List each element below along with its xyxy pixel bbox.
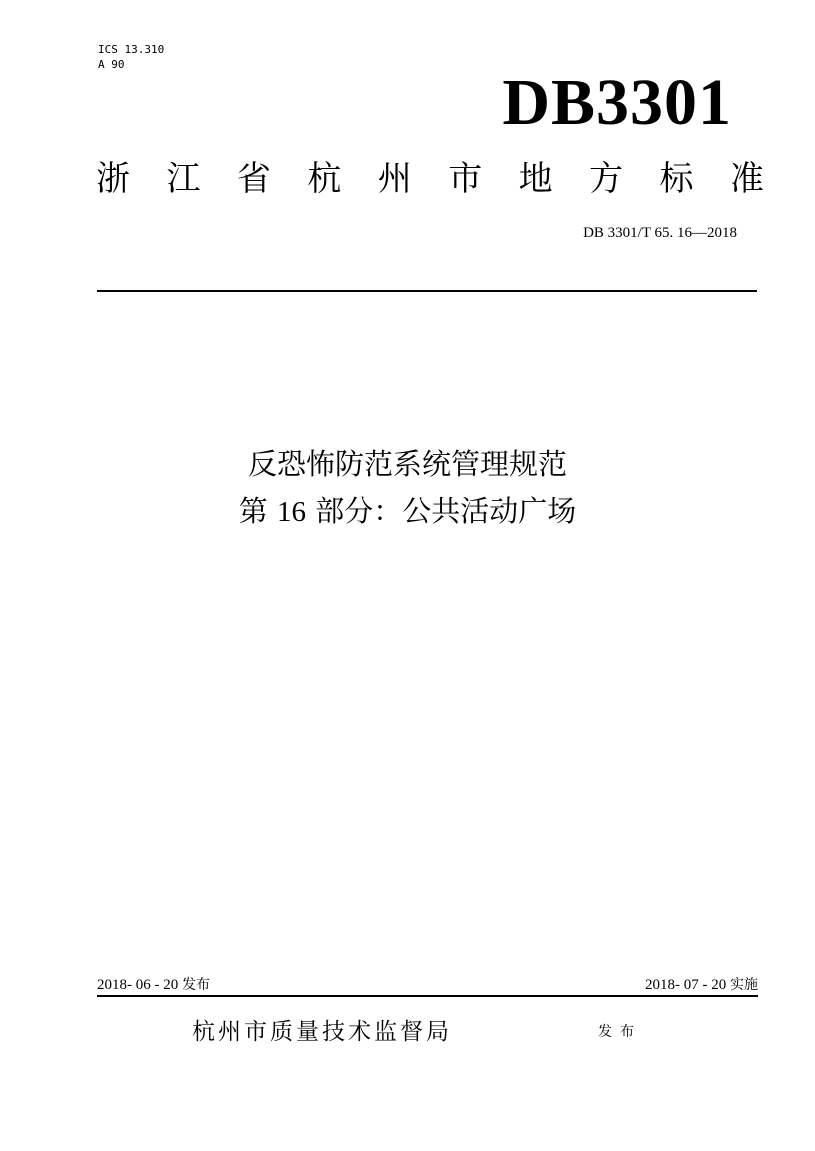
title-line-1: 反恐怖防范系统管理规范: [247, 447, 567, 481]
document-title: [0, 441, 815, 536]
publish-date-block: [97, 975, 210, 995]
db-code: DB3301: [502, 66, 732, 139]
title-part-suffix: 部分：公共活动广场: [306, 494, 577, 528]
footer-divider: [97, 995, 758, 997]
standard-title-char: 杭: [307, 159, 342, 199]
publish-label: 发布: [182, 977, 210, 993]
issue-label: 发布: [598, 1024, 642, 1040]
issuing-authority: 杭州市质量技术监督局: [192, 1019, 452, 1045]
classification-codes: [98, 42, 164, 72]
date-row: [97, 975, 758, 995]
implement-label: 实施: [730, 977, 758, 993]
publish-date: 2018- 06 - 20: [97, 977, 179, 993]
standard-title-char: 浙: [96, 159, 130, 199]
implement-date-block: [645, 975, 758, 995]
standard-type-title: [96, 158, 764, 200]
header-divider: [97, 290, 757, 292]
standard-title-char: 省: [236, 159, 271, 199]
standard-title-char: 江: [166, 159, 201, 199]
title-part-prefix: 第: [238, 494, 277, 528]
standard-number: DB 3301/T 65. 16—2018: [583, 225, 737, 241]
title-part-number: 16: [277, 496, 306, 528]
standard-title-char: 地: [518, 159, 553, 199]
implement-date: 2018- 07 - 20: [645, 977, 727, 993]
standard-title-char: 市: [448, 159, 483, 199]
standard-title-char: 准: [729, 159, 764, 199]
standard-title-char: 方: [589, 159, 624, 199]
title-line-2: [0, 488, 815, 536]
ics-code: ICS 13.310: [98, 43, 165, 56]
ccs-code: A 90: [98, 58, 125, 71]
standard-title-char: 州: [377, 159, 412, 199]
standard-title-char: 标: [659, 159, 694, 199]
